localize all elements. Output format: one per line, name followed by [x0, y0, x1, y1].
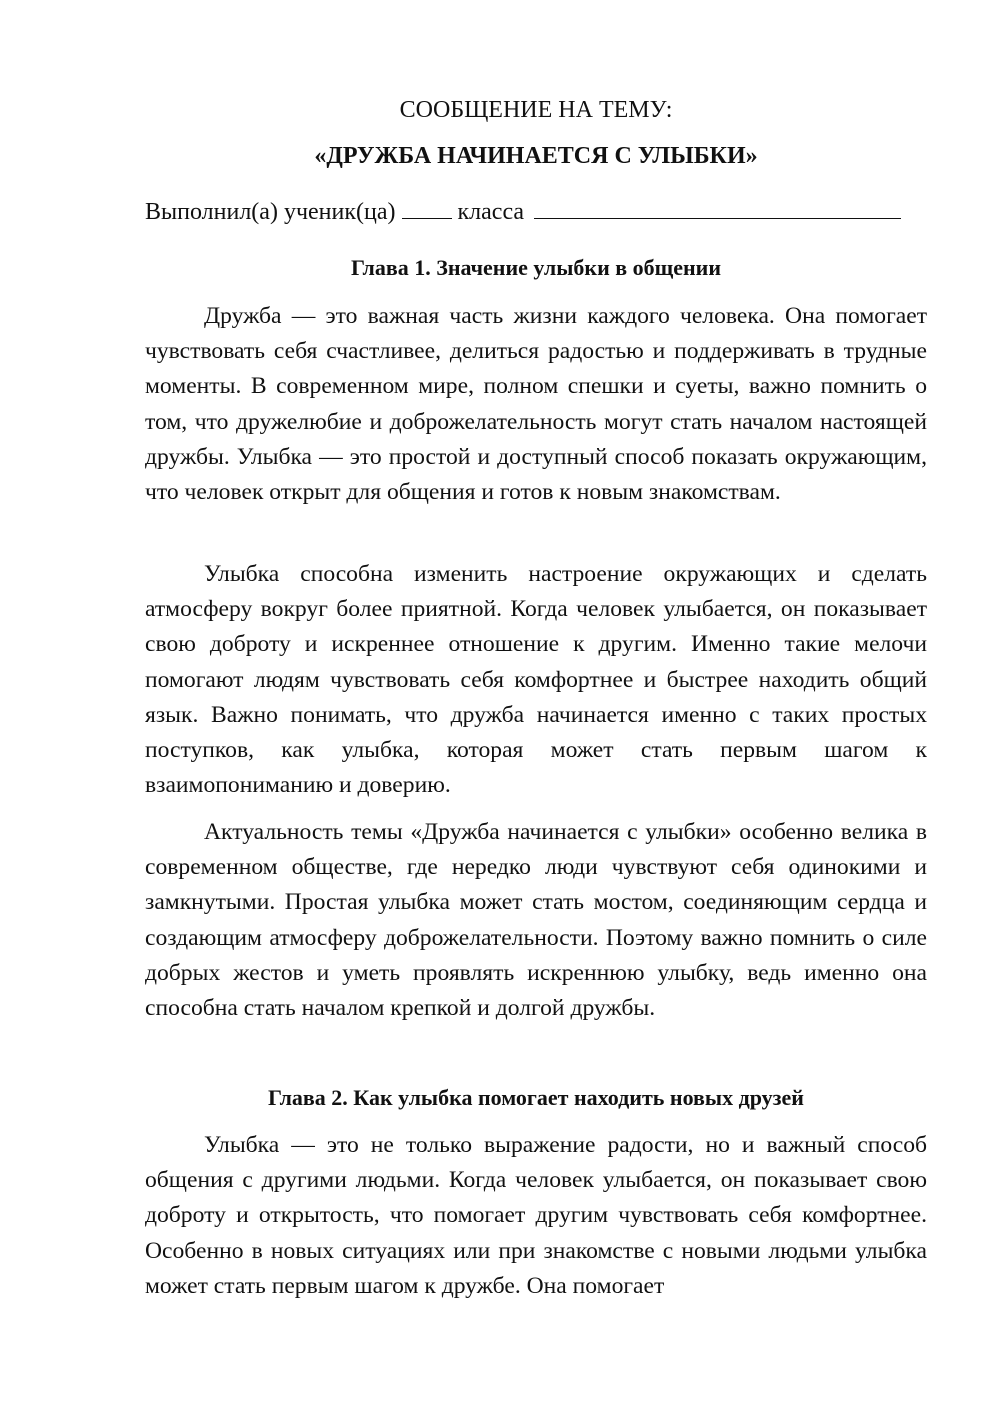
document-title-line1: СООБЩЕНИЕ НА ТЕМУ:	[399, 97, 673, 123]
chapter-1-heading: Глава 1. Значение улыбки в общении	[350, 255, 721, 280]
chapter-2-heading: Глава 2. Как улыбка помогает находить новых друзей	[268, 1085, 804, 1110]
chapter-1-paragraph-2: Улыбка способна изменить настроение окружающих и сделать атмосферу вокруг более приятной. Когда человек улыбается, он показывает свою доброту и искреннее отношение к другим. Именно такие мелочи помогают людям чувствовать себя комфортнее и быстрее находить общий язык. Важно понимать, что дружба начинается именно с таких простых поступков, как улыбка, которая может стать первым шагом к взаимопониманию и доверию.	[145, 561, 927, 799]
chapter-2-paragraph-1: Улыбка — это не только выражение радости, но и важный способ общения с другими людьми. Когда человек улыбается, он показывает свою доброту и открытость, что помогает другим чувствовать себя комфортнее. Особенно в новых ситуациях или при знакомстве с новыми людьми улыбка может стать первым шагом к дружбе. Она помогает	[145, 1132, 927, 1299]
class-number-blank	[402, 196, 452, 219]
author-class-word: класса	[457, 199, 525, 225]
author-prefix: Выполнил(а) ученик(ца)	[145, 199, 396, 225]
author-line	[145, 196, 927, 228]
author-name-blank	[534, 196, 901, 219]
chapter-1-paragraph-1: Дружба — это важная часть жизни каждого человека. Она помогает чувствовать себя счастливее, делиться радостью и поддерживать в трудные моменты. В современном мире, полном спешки и суеты, важно помнить о том, что дружелюбие и доброжелательность могут стать началом настоящей дружбы. Улыбка — это простой и доступный способ показать окружающим, что человек открыт для общения и готов к новым знакомствам.	[145, 303, 927, 506]
document-title-line2: «ДРУЖБА НАЧИНАЕТСЯ С УЛЫБКИ»	[314, 143, 758, 169]
chapter-1-paragraph-3: Актуальность темы «Дружба начинается с улыбки» особенно велика в современном обществе, где нередко люди чувствуют себя одинокими и замкнутыми. Простая улыбка может стать мостом, соединяющим сердца и создающим атмосферу доброжелательности. Поэтому важно помнить о силе добрых жестов и уметь проявлять искреннюю улыбку, ведь именно она способна стать началом крепкой и долгой дружбы.	[145, 819, 927, 1022]
